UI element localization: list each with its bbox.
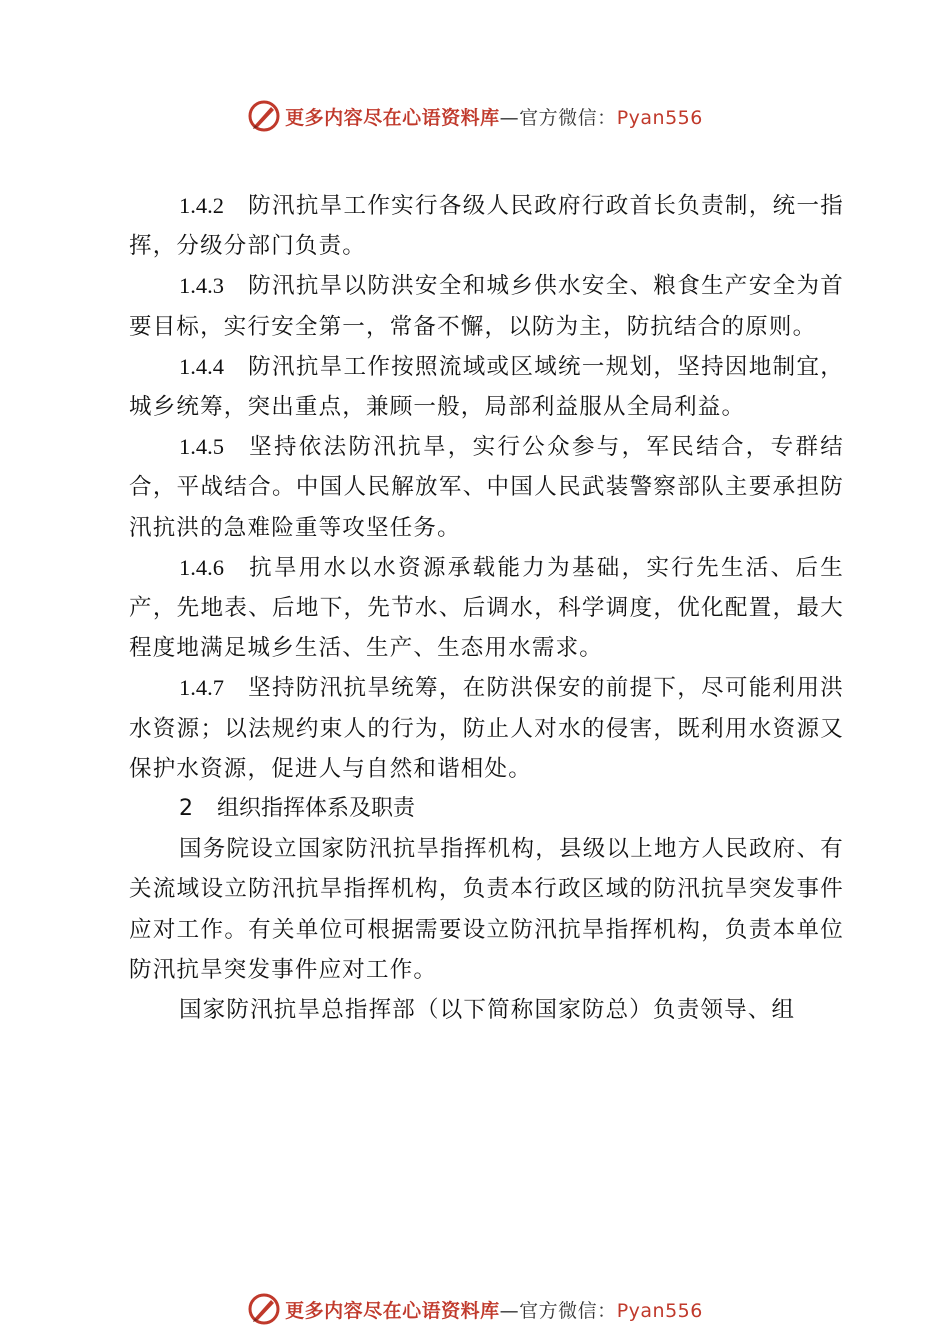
banner-wechat-label: 官方微信： — [519, 106, 617, 129]
clause-number: 1.4.4 — [179, 353, 224, 379]
clause-number: 1.4.6 — [179, 554, 224, 580]
section-number: 2 — [179, 796, 193, 822]
banner-main-text: 更多内容尽在心语资料库 — [285, 1299, 500, 1322]
clause-text: 坚持防汛抗旱统筹，在防洪保安的前提下，尽可能利用洪水资源；以法规约束人的行为，防止人对水的侵害，既利用水资源又保护水资源，促进人与自然和谐相处。 — [129, 675, 844, 782]
banner-separator: — — [499, 106, 520, 129]
clause-1-4-2 — [129, 186, 844, 266]
clause-text: 防汛抗旱工作实行各级人民政府行政首长负责制，统一指挥，分级分部门负责。 — [129, 193, 844, 260]
section-title: 组织指挥体系及职责 — [217, 796, 416, 822]
body-paragraph: 国务院设立国家防汛抗旱指挥机构，县级以上地方人民政府、有关流域设立防汛抗旱指挥机构，负责本行政区域的防汛抗旱突发事件应对工作。有关单位可根据需要设立防汛抗旱指挥机构，负责本单位防汛抗旱突发事件应对工作。 — [129, 836, 844, 983]
section-heading — [129, 789, 844, 829]
banner-text — [285, 1296, 703, 1323]
clause-text: 抗旱用水以水资源承载能力为基础，实行先生活、后生产，先地表、后地下，先节水、后调水，科学调度，优化配置，最大程度地满足城乡生活、生产、生态用水需求。 — [129, 554, 844, 662]
clause-1-4-7 — [129, 668, 844, 789]
clause-number: 1.4.7 — [179, 675, 224, 701]
clause-text: 坚持依法防汛抗旱，实行公众参与，军民结合，专群结合，平战结合。中国人民解放军、中国人民武装警察部队主要承担防汛抗洪的急难险重等攻坚任务。 — [129, 434, 844, 541]
clause-text: 防汛抗旱工作按照流域或区域统一规划，坚持因地制宜，城乡统筹，突出重点，兼顾一般，局部利益服从全局利益。 — [129, 353, 844, 421]
header-banner — [0, 94, 950, 138]
banner-separator: — — [499, 1299, 520, 1322]
quill-pen-logo-icon — [247, 1292, 281, 1326]
clause-1-4-5 — [129, 427, 844, 548]
clause-number: 1.4.3 — [179, 273, 224, 299]
clause-1-4-4 — [129, 347, 844, 427]
banner-text — [285, 103, 703, 130]
quill-pen-logo-icon — [247, 99, 281, 133]
clause-number: 1.4.5 — [179, 434, 224, 460]
clause-text: 防汛抗旱以防洪安全和城乡供水安全、粮食生产安全为首要目标，实行安全第一，常备不懈，以防为主，防抗结合的原则。 — [129, 273, 844, 340]
banner-wechat-id: Pyan556 — [616, 1299, 703, 1322]
banner-wechat-id: Pyan556 — [616, 106, 703, 129]
banner-wechat-label: 官方微信： — [519, 1299, 617, 1322]
body-paragraph: 国家防汛抗旱总指挥部（以下简称国家防总）负责领导、组 — [179, 997, 796, 1024]
clause-1-4-3 — [129, 266, 844, 346]
document-body — [129, 186, 844, 1030]
clause-number: 1.4.2 — [179, 193, 224, 218]
footer-banner — [0, 1287, 950, 1331]
banner-main-text: 更多内容尽在心语资料库 — [285, 106, 500, 129]
clause-1-4-6 — [129, 548, 844, 669]
